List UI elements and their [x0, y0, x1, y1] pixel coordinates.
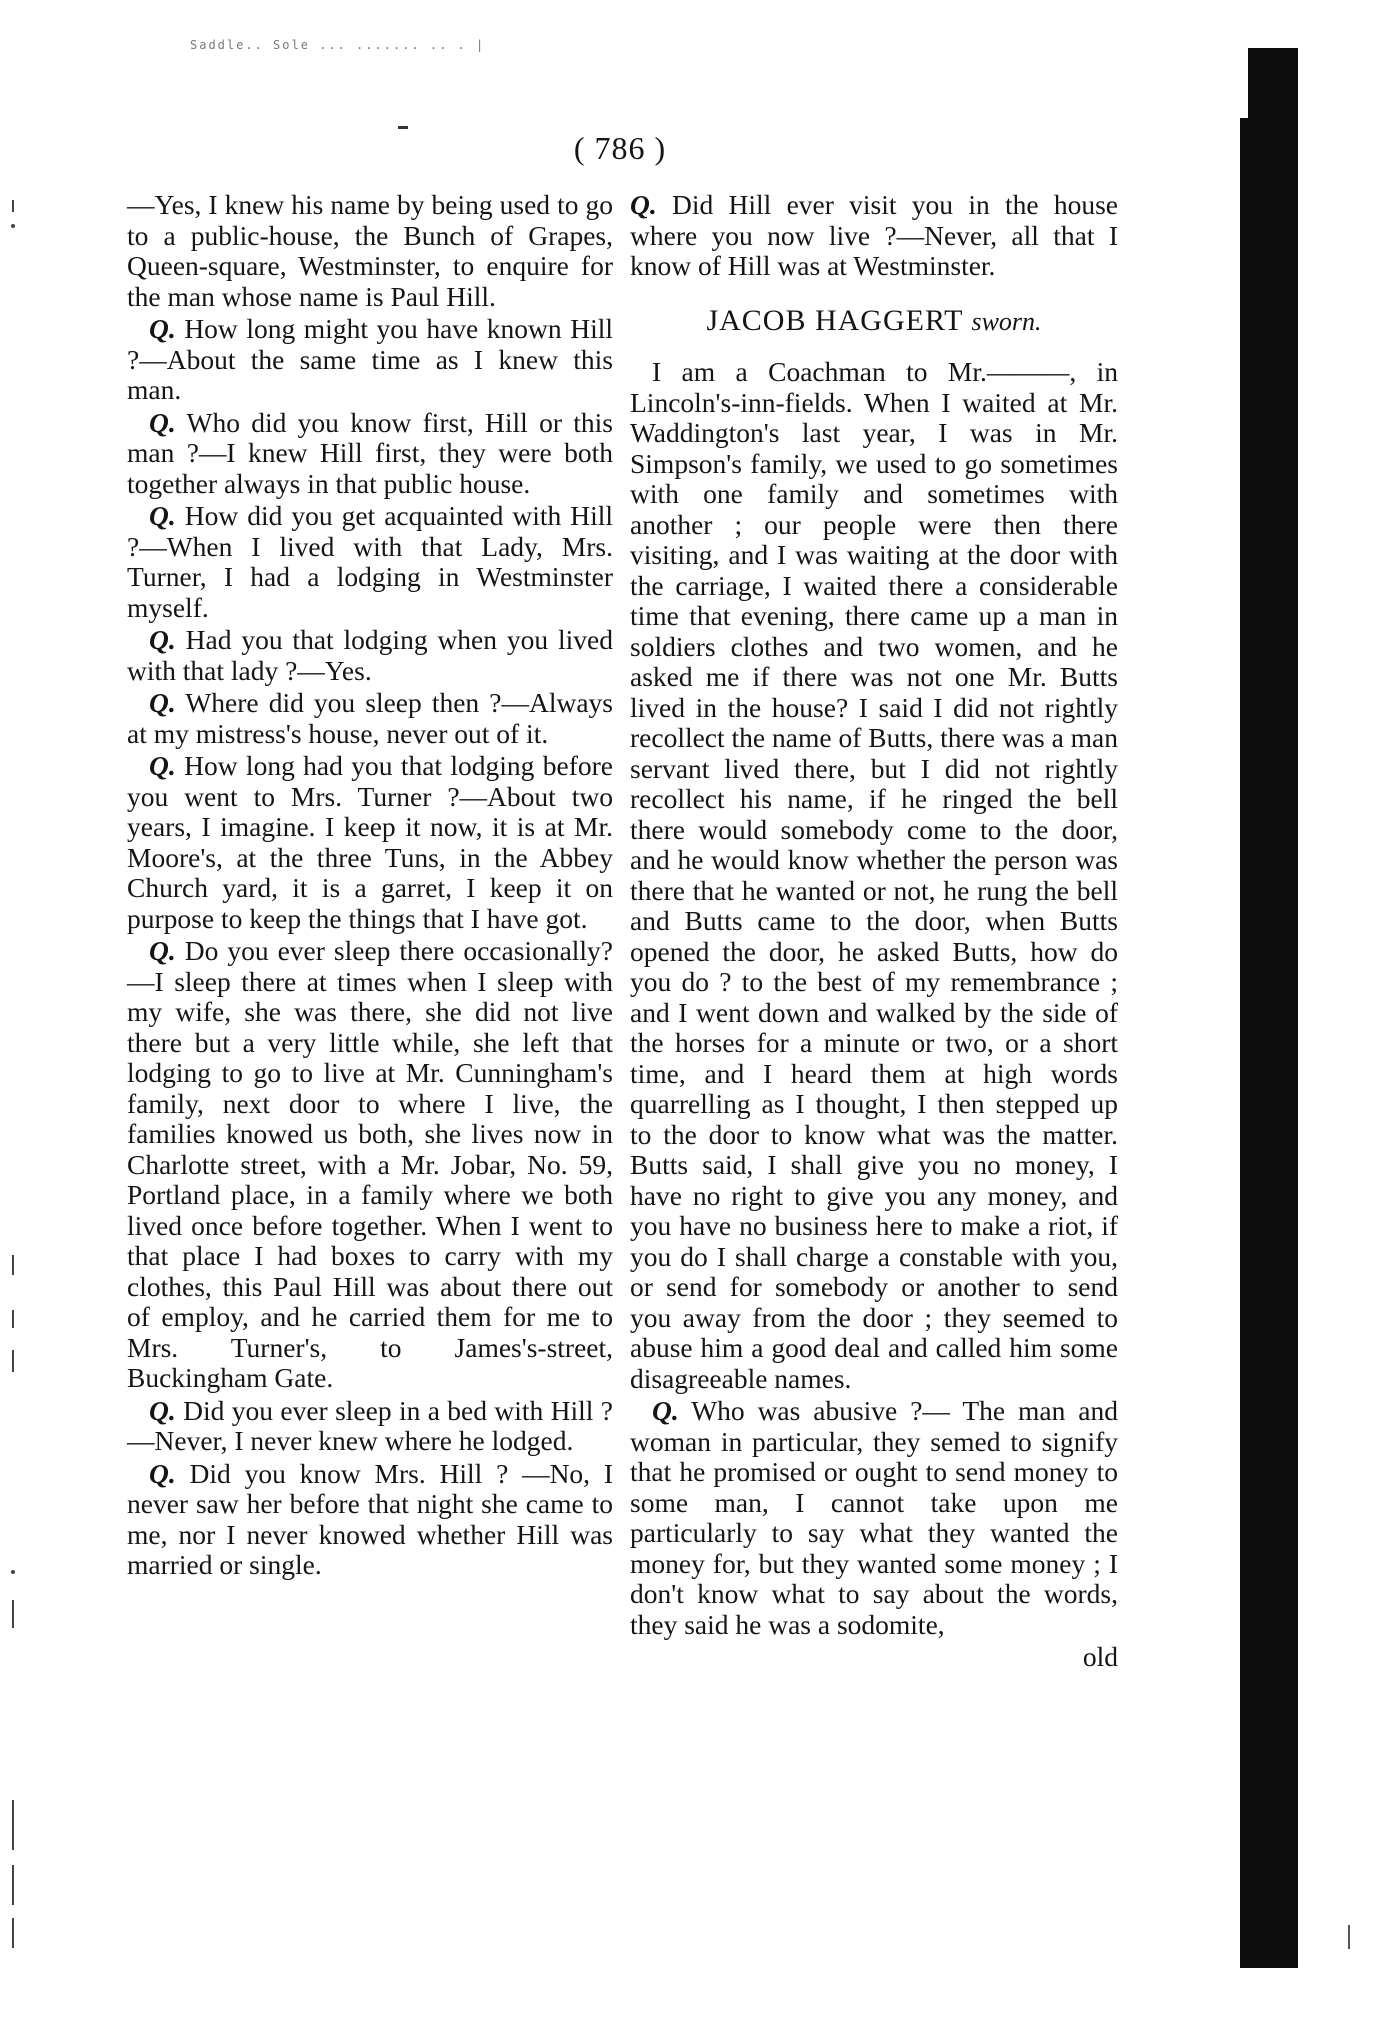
paragraph-text: Where did you sleep then ?—Always at my mistress's house, never out of it.	[127, 687, 613, 749]
paragraph-text: Who was abusive ?— The man and woman in particular, they semed to signify that he promised or ought to send money to some man, I cannot take upon me particularly to say what they wanted the money for, but they wanted some money ; I don't know what to say about the words, they said he was a sodomite,	[630, 1395, 1118, 1640]
witness-heading	[630, 303, 1118, 338]
paragraph	[127, 501, 613, 623]
question-marker: Q.	[149, 406, 176, 438]
paragraph-text: Do you ever sleep there occasionally?—I sleep there at times when I sleep with my wife, she was there, she did not live there but a very little while, she left that lodging to go to live at Mr. Cunningham's family, next door to where I live, the families knowed us both, she lives now in Charlotte street, with a Mr. Jobar, No. 59, Portland place, in a family where we both lived once before together. When I went to that place I had boxes to carry with my clothes, this Paul Hill was about there out of employ, and he carried them for me to Mrs. Turner's, to James's-street, Buckingham Gate.	[127, 935, 614, 1393]
paragraph	[127, 625, 613, 686]
paragraph-text: Had you that lodging when you lived with that lady ?—Yes.	[127, 624, 613, 686]
paragraph	[127, 688, 613, 749]
left-margin-marks	[10, 200, 40, 1950]
question-marker: Q.	[149, 1394, 176, 1426]
paragraph-text: Who did you know first, Hill or this man ?—I knew Hill first, they were both together always in that public house.	[127, 406, 613, 499]
left-column	[127, 190, 613, 1583]
paragraph-text: —Yes, I knew his name by being used to go to a public-house, the Bunch of Grapes, Queen-square, Westminster, to enquire for the man whose name is Paul Hill.	[127, 189, 613, 312]
paragraph	[630, 357, 1118, 1394]
paragraph	[127, 1396, 613, 1457]
question-marker: Q.	[149, 750, 176, 781]
question-marker: Q.	[149, 313, 176, 344]
paragraph	[630, 1396, 1118, 1640]
paragraph	[127, 751, 613, 934]
witness-name: JACOB HAGGERT	[706, 303, 963, 337]
question-marker: Q.	[149, 1457, 176, 1489]
witness-sworn: sworn.	[971, 306, 1042, 336]
question-marker: Q.	[149, 624, 176, 655]
paragraph	[127, 314, 613, 406]
question-marker: Q.	[652, 1395, 679, 1426]
binding-shadow	[1240, 48, 1298, 1968]
page-number: ( 786 )	[573, 130, 667, 166]
top-smudge-text: Saddle.. Sole ... ....... .. . |	[190, 38, 486, 52]
paragraph-text: Did you know Mrs. Hill ? —No, I never saw her before that night she came to me, nor I never knowed whether Hill was married or single.	[127, 1457, 613, 1580]
paragraph-text: How did you get acquainted with Hill ?—When I lived with that Lady, Mrs. Turner, I had a lodging in Westminster myself.	[127, 500, 614, 623]
paragraph	[127, 936, 613, 1394]
right-edge-mark	[1348, 1925, 1350, 1949]
paragraph-text: Did Hill ever visit you in the house where you now live ?—Never, all that I know of Hill was at Westminster.	[630, 189, 1118, 281]
catchword: old	[1082, 1641, 1118, 1672]
question-marker: Q.	[149, 935, 176, 966]
question-marker: Q.	[149, 687, 176, 718]
paragraph-text: How long might you have known Hill ?—About the same time as I knew this man.	[127, 313, 613, 405]
paragraph-text: Did you ever sleep in a bed with Hill ?—Never, I never knew where he lodged.	[127, 1394, 613, 1456]
top-dash-mark	[398, 126, 408, 129]
right-column	[630, 190, 1118, 1675]
right-paragraphs	[630, 357, 1118, 1640]
question-marker: Q.	[149, 500, 176, 531]
binding-notch	[1226, 48, 1248, 118]
paragraph-text: How long had you that lodging before you went to Mrs. Turner ?—About two years, I imagine. I keep it now, it is at Mr. Moore's, at the three Tuns, in the Abbey Church yard, it is a garret, I keep it on purpose to keep the things that I have got.	[127, 750, 614, 934]
right-intro-paragraph	[630, 190, 1118, 282]
paragraph	[127, 408, 613, 500]
paragraph	[127, 190, 613, 312]
paragraph-text: I am a Coachman to Mr.———, in Lincoln's-inn-fields. When I waited at Mr. Waddington's last year, I was in Mr. Simpson's family, we used to go sometimes with one family and sometimes with another ; our people were then there visiting, and I was waiting at the door with the carriage, I waited there a considerable time that evening, there came up a man in soldiers clothes and two women, and he asked me if there was not one Mr. Butts lived in the house? I said I did not rightly recollect the name of Butts, there was a man servant lived there, but I did not rightly recollect his name, if he ringed the bell there would somebody come to the door, and he would know whether the person was there that he wanted or not, he rung the bell and Butts came to the door, when Butts opened the door, he asked Butts, how do you do ? to the best of my remembrance ; and I went down and walked by the side of the horses for a minute or two, or a short time, and I heard them at high words quarrelling as I thought, I then stepped up to the door to know what was the matter. Butts said, I shall give you no money, I have no right to give you any money, and you have no business here to make a riot, if you do I shall charge a constable with you, or send for somebody or another to send you away from the door ; they seemed to abuse him a good deal and called him some disagreeable names.	[630, 356, 1118, 1394]
paragraph	[127, 1459, 613, 1581]
question-marker: Q.	[630, 189, 657, 220]
